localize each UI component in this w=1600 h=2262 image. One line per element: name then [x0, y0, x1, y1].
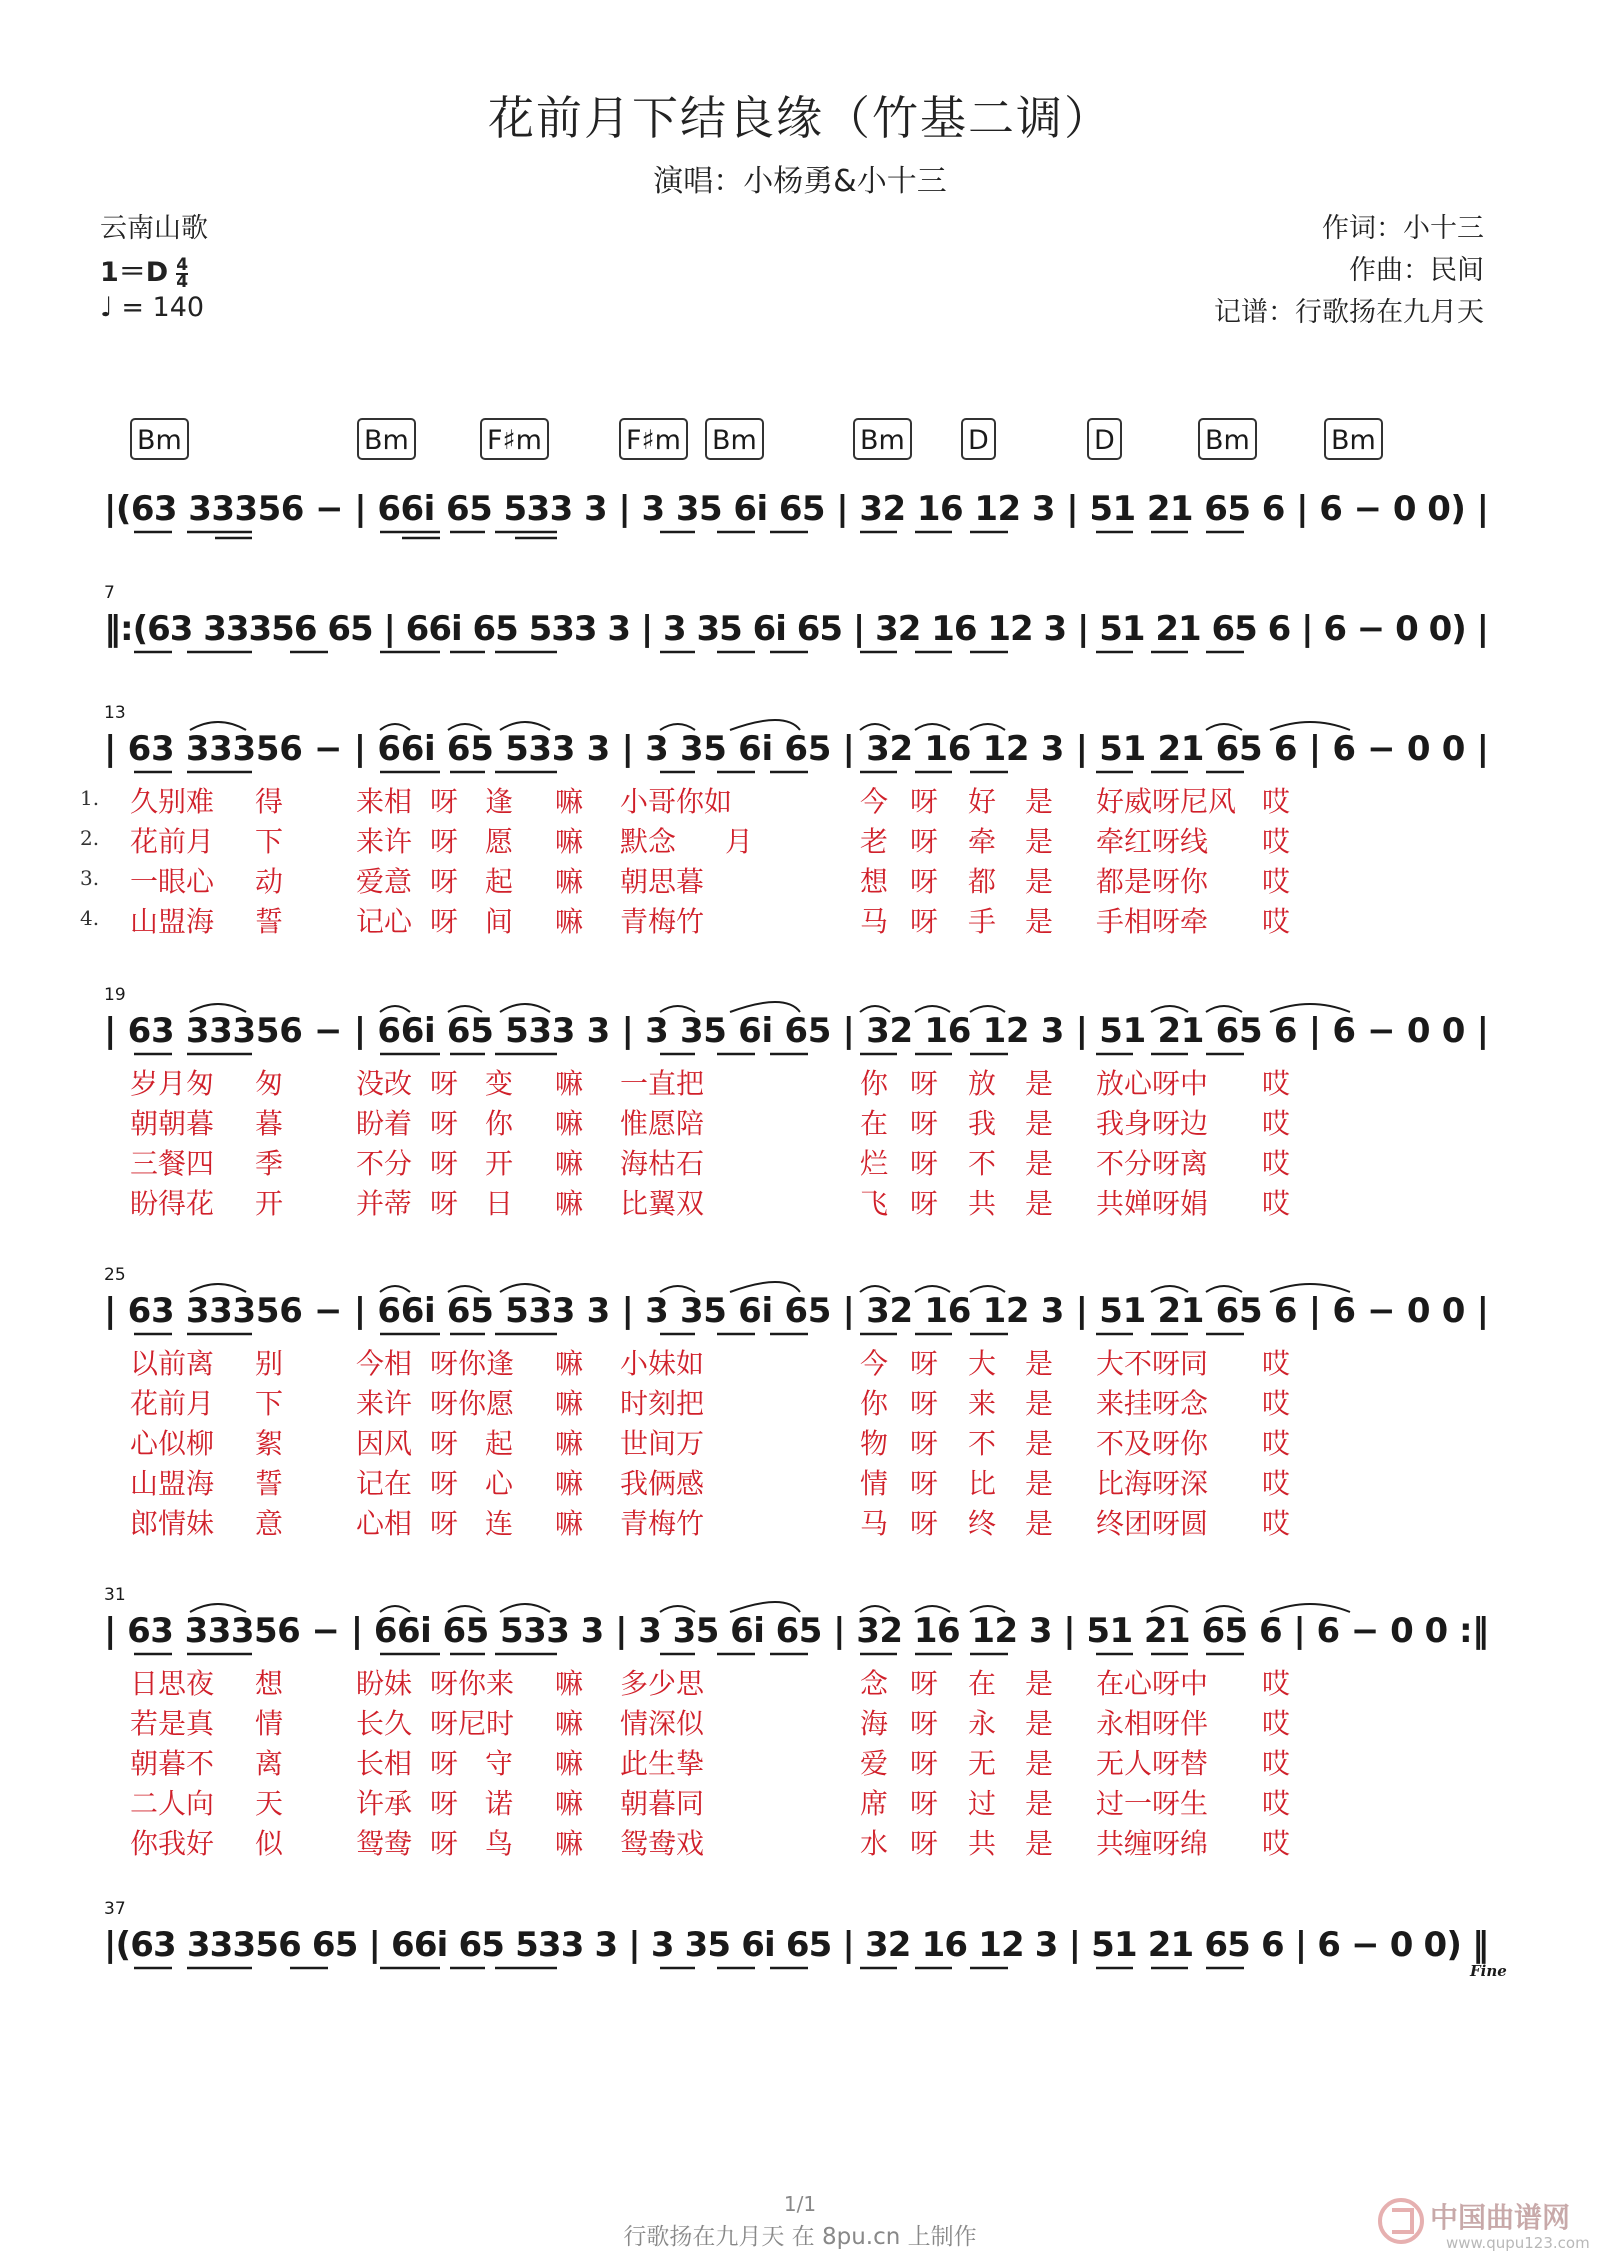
- lyric-syllable: 比: [968, 1467, 997, 1500]
- lyric-syllable: 你: [860, 1387, 889, 1420]
- lyric-syllable: 嘛: [555, 1427, 584, 1460]
- lyric-syllable: 月: [725, 825, 754, 858]
- lyric-syllable: 小哥你如: [620, 785, 733, 818]
- lyric-syllable: 嘛: [555, 1187, 584, 1220]
- lyric-syllable: 盼妹: [356, 1667, 413, 1700]
- lyric-syllable: 呀: [910, 1707, 939, 1740]
- lyric-syllable: 时刻把: [620, 1387, 705, 1420]
- notation-system-1: [0, 460, 1600, 560]
- jianpu-notes: | 63 33356 − | 66i 65 533 3 | 3 35 6i 65 | 32 16 12 3 | 51 21 65 6 | 6 − 0 0 |: [104, 1011, 1489, 1051]
- lyric-syllable: 记在: [356, 1467, 413, 1500]
- notation-system-5: [0, 1262, 1600, 1362]
- lyric-syllable: 盼着: [356, 1107, 413, 1140]
- verse-number: 2.: [80, 826, 100, 850]
- chord-symbol: D: [961, 418, 996, 460]
- lyric-syllable: 逢: [485, 785, 514, 818]
- lyric-syllable: 花前月: [130, 1387, 215, 1420]
- lyric-syllable: 鸳鸯戏: [620, 1827, 705, 1860]
- lyric-syllable: 呀: [430, 1427, 459, 1460]
- lyric-syllable: 长相: [356, 1747, 413, 1780]
- lyric-syllable: 暮: [255, 1107, 284, 1140]
- lyric-syllable: 呀: [430, 1107, 459, 1140]
- lyric-syllable: 呀: [910, 825, 939, 858]
- chord-symbol: Bm: [853, 418, 912, 460]
- lyric-syllable: 呀: [430, 1787, 459, 1820]
- genre-label: 云南山歌: [100, 213, 208, 244]
- lyric-syllable: 呀你来: [430, 1667, 515, 1700]
- verse-number: 4.: [80, 906, 100, 930]
- lyric-syllable: 心似柳: [130, 1427, 215, 1460]
- lyric-syllable: 比翼双: [620, 1187, 705, 1220]
- lyric-syllable: 嘛: [555, 1667, 584, 1700]
- lyric-syllable: 嘛: [555, 905, 584, 938]
- lyric-syllable: 哎: [1262, 1707, 1291, 1740]
- lyric-syllable: 海枯石: [620, 1147, 705, 1180]
- lyric-syllable: 青梅竹: [620, 1507, 705, 1540]
- lyric-syllable: 哎: [1262, 1467, 1291, 1500]
- lyric-syllable: 絮: [255, 1427, 284, 1460]
- lyric-syllable: 呀: [430, 785, 459, 818]
- key-label: 1＝D: [100, 257, 169, 288]
- lyric-syllable: 开: [485, 1147, 514, 1180]
- lyric-syllable: 呀: [430, 1747, 459, 1780]
- chord-symbol: Bm: [357, 418, 416, 460]
- lyric-syllable: 哎: [1262, 1827, 1291, 1860]
- lyric-syllable: 是: [1025, 1787, 1054, 1820]
- lyric-syllable: 不分: [356, 1147, 413, 1180]
- lyric-syllable: 小妹如: [620, 1347, 705, 1380]
- lyric-syllable: 哎: [1262, 1747, 1291, 1780]
- lyricist-credit: 作词：小十三: [1322, 213, 1484, 244]
- lyric-syllable: 不及呀你: [1096, 1427, 1209, 1460]
- lyric-syllable: 诺: [485, 1787, 514, 1820]
- lyric-syllable: 呀: [910, 1067, 939, 1100]
- lyric-syllable: 呀: [910, 1347, 939, 1380]
- lyric-syllable: 季: [255, 1147, 284, 1180]
- lyric-syllable: 我身呀边: [1096, 1107, 1209, 1140]
- lyric-syllable: 在: [968, 1667, 997, 1700]
- measure-number: 7: [104, 583, 115, 603]
- lyric-syllable: 终: [968, 1507, 997, 1540]
- transcriber-credit: 记谱：行歌扬在九月天: [1214, 297, 1484, 328]
- lyric-syllable: 呀: [910, 1827, 939, 1860]
- lyric-syllable: 嘛: [555, 1747, 584, 1780]
- lyric-syllable: 都是呀你: [1096, 865, 1209, 898]
- lyric-syllable: 情深似: [620, 1707, 705, 1740]
- lyric-syllable: 共: [968, 1187, 997, 1220]
- lyric-syllable: 朝思暮: [620, 865, 705, 898]
- lyric-syllable: 放心呀中: [1096, 1067, 1209, 1100]
- lyric-syllable: 来: [968, 1387, 997, 1420]
- lyric-syllable: 嘛: [555, 825, 584, 858]
- lyric-syllable: 是: [1025, 1187, 1054, 1220]
- lyric-syllable: 守: [485, 1747, 514, 1780]
- lyric-syllable: 许承: [356, 1787, 413, 1820]
- lyric-syllable: 哎: [1262, 1387, 1291, 1420]
- lyric-syllable: 爱意: [356, 865, 413, 898]
- lyric-syllable: 朝暮同: [620, 1787, 705, 1820]
- lyric-syllable: 好: [968, 785, 997, 818]
- lyric-syllable: 呀: [910, 1107, 939, 1140]
- lyric-syllable: 鸟: [485, 1827, 514, 1860]
- lyric-syllable: 哎: [1262, 1787, 1291, 1820]
- lyric-syllable: 牵红呀线: [1096, 825, 1209, 858]
- lyric-syllable: 呀: [430, 1467, 459, 1500]
- lyric-syllable: 放: [968, 1067, 997, 1100]
- lyric-syllable: 呀: [430, 825, 459, 858]
- lyric-syllable: 手: [968, 905, 997, 938]
- lyric-syllable: 长久: [356, 1707, 413, 1740]
- lyric-syllable: 好威呀尼风: [1096, 785, 1237, 818]
- lyric-syllable: 朝朝暮: [130, 1107, 215, 1140]
- lyric-syllable: 呀: [430, 1507, 459, 1540]
- lyric-syllable: 动: [255, 865, 284, 898]
- lyric-syllable: 是: [1025, 785, 1054, 818]
- lyric-syllable: 过: [968, 1787, 997, 1820]
- lyric-syllable: 默念: [620, 825, 677, 858]
- lyric-syllable: 起: [485, 865, 514, 898]
- composer-credit: 作曲：民间: [1349, 255, 1484, 286]
- lyric-syllable: 岁月匆: [130, 1067, 215, 1100]
- lyric-syllable: 誓: [255, 905, 284, 938]
- lyric-syllable: 是: [1025, 1467, 1054, 1500]
- lyric-syllable: 是: [1025, 905, 1054, 938]
- lyric-syllable: 若是真: [130, 1707, 215, 1740]
- lyric-syllable: 水: [860, 1827, 889, 1860]
- lyric-syllable: 共: [968, 1827, 997, 1860]
- verse-number: 1.: [80, 786, 100, 810]
- lyric-syllable: 三餐四: [130, 1147, 215, 1180]
- lyric-syllable: 手相呀牵: [1096, 905, 1209, 938]
- notation-system-7: [0, 1896, 1600, 1996]
- lyric-syllable: 嘛: [555, 1467, 584, 1500]
- lyric-syllable: 哎: [1262, 1147, 1291, 1180]
- lyric-syllable: 下: [255, 825, 284, 858]
- lyric-syllable: 是: [1025, 1667, 1054, 1700]
- chord-symbol: Bm: [705, 418, 764, 460]
- lyric-syllable: 嘛: [555, 865, 584, 898]
- measure-number: 31: [104, 1585, 126, 1605]
- lyric-syllable: 你我好: [130, 1827, 215, 1860]
- lyric-syllable: 呀: [910, 1787, 939, 1820]
- lyric-syllable: 呀: [910, 1667, 939, 1700]
- lyric-syllable: 马: [860, 1507, 889, 1540]
- lyric-syllable: 天: [255, 1787, 284, 1820]
- lyric-syllable: 呀: [910, 865, 939, 898]
- lyric-syllable: 呀: [430, 1187, 459, 1220]
- lyric-syllable: 嘛: [555, 1147, 584, 1180]
- lyric-syllable: 下: [255, 1387, 284, 1420]
- lyric-syllable: 想: [255, 1667, 284, 1700]
- lyric-syllable: 呀: [430, 905, 459, 938]
- lyric-syllable: 来许: [356, 1387, 413, 1420]
- lyric-syllable: 哎: [1262, 825, 1291, 858]
- jianpu-notes: | 63 33356 − | 66i 65 533 3 | 3 35 6i 65 | 32 16 12 3 | 51 21 65 6 | 6 − 0 0 |: [104, 1291, 1489, 1331]
- lyric-syllable: 此生挚: [620, 1747, 705, 1780]
- lyric-syllable: 是: [1025, 825, 1054, 858]
- lyric-syllable: 呀你逢: [430, 1347, 515, 1380]
- lyric-syllable: 日: [485, 1187, 514, 1220]
- lyric-syllable: 终团呀圆: [1096, 1507, 1209, 1540]
- lyric-syllable: 永: [968, 1707, 997, 1740]
- song-title: 花前月下结良缘（竹基二调）: [488, 91, 1112, 145]
- lyric-syllable: 是: [1025, 1507, 1054, 1540]
- lyric-syllable: 你: [860, 1067, 889, 1100]
- measure-number: 19: [104, 985, 126, 1005]
- lyric-syllable: 呀: [910, 1747, 939, 1780]
- lyric-syllable: 爱: [860, 1747, 889, 1780]
- jianpu-notes: |(63 33356 65 | 66i 65 533 3 | 3 35 6i 65 | 32 16 12 3 | 51 21 65 6 | 6 − 0 0) ‖: [104, 1925, 1489, 1965]
- lyric-syllable: 鸳鸯: [356, 1827, 413, 1860]
- lyric-syllable: 是: [1025, 1427, 1054, 1460]
- chord-symbol: F♯m: [480, 418, 549, 460]
- lyric-syllable: 物: [860, 1427, 889, 1460]
- lyric-syllable: 得: [255, 785, 284, 818]
- lyric-syllable: 山盟海: [130, 905, 215, 938]
- lyric-syllable: 马: [860, 905, 889, 938]
- lyric-syllable: 变: [485, 1067, 514, 1100]
- lyric-syllable: 都: [968, 865, 997, 898]
- lyric-syllable: 是: [1025, 865, 1054, 898]
- lyric-syllable: 日思夜: [130, 1667, 215, 1700]
- notation-system-6: [0, 1582, 1600, 1682]
- lyric-syllable: 心: [485, 1467, 514, 1500]
- measure-number: 13: [104, 703, 126, 723]
- lyric-syllable: 朝暮不: [130, 1747, 215, 1780]
- lyric-syllable: 惟愿陪: [620, 1107, 705, 1140]
- lyric-syllable: 呀: [430, 1067, 459, 1100]
- jianpu-notes: | 63 33356 − | 66i 65 533 3 | 3 35 6i 65 | 32 16 12 3 | 51 21 65 6 | 6 − 0 0 :‖: [104, 1611, 1489, 1651]
- key-signature: [100, 250, 188, 290]
- lyric-syllable: 嘛: [555, 1507, 584, 1540]
- lyric-syllable: 无: [968, 1747, 997, 1780]
- lyric-syllable: 来挂呀念: [1096, 1387, 1209, 1420]
- lyric-syllable: 嘛: [555, 785, 584, 818]
- lyric-syllable: 记心: [356, 905, 413, 938]
- notation-system-3: [0, 700, 1600, 800]
- lyric-syllable: 盼得花: [130, 1187, 215, 1220]
- lyric-syllable: 是: [1025, 1707, 1054, 1740]
- lyric-syllable: 哎: [1262, 1067, 1291, 1100]
- lyric-syllable: 呀: [910, 1187, 939, 1220]
- underlines: [134, 532, 1244, 538]
- measure-number: 25: [104, 1265, 126, 1285]
- lyric-syllable: 青梅竹: [620, 905, 705, 938]
- lyric-syllable: 呀: [910, 1147, 939, 1180]
- jianpu-notes: |(63 33356 − | 66i 65 533 3 | 3 35 6i 65 | 32 16 12 3 | 51 21 65 6 | 6 − 0 0) |: [104, 489, 1489, 529]
- jianpu-notes: ‖:(63 33356 65 | 66i 65 533 3 | 3 35 6i 65 | 32 16 12 3 | 51 21 65 6 | 6 − 0 0) |: [104, 609, 1489, 649]
- page-number: 1/1: [783, 2192, 817, 2216]
- lyric-syllable: 老: [860, 825, 889, 858]
- lyric-syllable: 心相: [356, 1507, 413, 1540]
- lyric-syllable: 哎: [1262, 785, 1291, 818]
- lyric-syllable: 哎: [1262, 1347, 1291, 1380]
- lyric-syllable: 不分呀离: [1096, 1147, 1209, 1180]
- lyric-syllable: 呀你愿: [430, 1387, 515, 1420]
- lyric-syllable: 一眼心: [130, 865, 215, 898]
- lyric-syllable: 今: [860, 1347, 889, 1380]
- lyric-syllable: 哎: [1262, 1107, 1291, 1140]
- lyric-syllable: 二人向: [130, 1787, 215, 1820]
- lyric-syllable: 没改: [356, 1067, 413, 1100]
- measure-number: 37: [104, 1899, 126, 1919]
- chord-symbol: Bm: [1198, 418, 1257, 460]
- lyric-syllable: 在: [860, 1107, 889, 1140]
- chord-symbol: F♯m: [619, 418, 688, 460]
- lyric-syllable: 似: [255, 1827, 284, 1860]
- lyric-syllable: 共婵呀娟: [1096, 1187, 1209, 1220]
- lyric-syllable: 过一呀生: [1096, 1787, 1209, 1820]
- lyric-syllable: 山盟海: [130, 1467, 215, 1500]
- singer-credit: 演唱：小杨勇&小十三: [653, 164, 947, 199]
- lyric-syllable: 以前离: [130, 1347, 215, 1380]
- lyric-syllable: 今: [860, 785, 889, 818]
- lyric-syllable: 大不呀同: [1096, 1347, 1209, 1380]
- lyric-syllable: 嘛: [555, 1827, 584, 1860]
- notation-system-2: [0, 580, 1600, 680]
- lyric-syllable: 是: [1025, 1747, 1054, 1780]
- lyric-syllable: 嘛: [555, 1387, 584, 1420]
- lyric-syllable: 嘛: [555, 1707, 584, 1740]
- lyric-syllable: 来相: [356, 785, 413, 818]
- lyric-syllable: 不: [968, 1427, 997, 1460]
- lyric-syllable: 永相呀伴: [1096, 1707, 1209, 1740]
- lyric-syllable: 嘛: [555, 1107, 584, 1140]
- lyric-syllable: 是: [1025, 1107, 1054, 1140]
- notation-system-4: [0, 982, 1600, 1082]
- lyric-syllable: 呀: [910, 905, 939, 938]
- lyric-syllable: 无人呀替: [1096, 1747, 1209, 1780]
- lyric-syllable: 匆: [255, 1067, 284, 1100]
- lyric-syllable: 哎: [1262, 1667, 1291, 1700]
- verse-number: 3.: [80, 866, 100, 890]
- tempo-marking: ♩ = 140: [100, 292, 205, 323]
- lyric-syllable: 嘛: [555, 1067, 584, 1100]
- lyric-syllable: 我: [968, 1107, 997, 1140]
- lyric-syllable: 呀: [910, 1507, 939, 1540]
- time-signature: $\frac{4}{4}$: [176, 254, 189, 292]
- lyric-syllable: 间: [485, 905, 514, 938]
- lyric-syllable: 牵: [968, 825, 997, 858]
- lyric-syllable: 意: [255, 1507, 284, 1540]
- lyric-syllable: 共缠呀绵: [1096, 1827, 1209, 1860]
- lyric-syllable: 连: [485, 1507, 514, 1540]
- site-logo-text: 中国曲谱网: [1430, 2201, 1571, 2234]
- lyric-syllable: 并蒂: [356, 1187, 413, 1220]
- lyric-syllable: 哎: [1262, 1427, 1291, 1460]
- lyric-syllable: 席: [860, 1787, 889, 1820]
- lyric-syllable: 世间万: [620, 1427, 705, 1460]
- lyric-syllable: 比海呀深: [1096, 1467, 1209, 1500]
- site-logo-url: www.qupu123.com: [1446, 2234, 1590, 2252]
- lyric-syllable: 呀尼时: [430, 1707, 515, 1740]
- site-logo-icon: [1378, 2196, 1424, 2246]
- lyric-syllable: 呀: [430, 1147, 459, 1180]
- lyric-syllable: 呀: [910, 1467, 939, 1500]
- chord-symbol: D: [1087, 418, 1122, 460]
- lyric-syllable: 呀: [910, 1427, 939, 1460]
- lyric-syllable: 你: [485, 1107, 514, 1140]
- lyric-syllable: 离: [255, 1747, 284, 1780]
- lyric-syllable: 念: [860, 1667, 889, 1700]
- lyric-syllable: 想: [860, 865, 889, 898]
- lyric-syllable: 烂: [860, 1147, 889, 1180]
- lyric-syllable: 我俩感: [620, 1467, 705, 1500]
- lyric-syllable: 是: [1025, 1827, 1054, 1860]
- lyric-syllable: 来许: [356, 825, 413, 858]
- lyric-syllable: 呀: [430, 1827, 459, 1860]
- lyric-syllable: 嘛: [555, 1347, 584, 1380]
- lyric-syllable: 呀: [430, 865, 459, 898]
- lyric-syllable: 郎情妹: [130, 1507, 215, 1540]
- lyric-syllable: 一直把: [620, 1067, 705, 1100]
- jianpu-notes: | 63 33356 − | 66i 65 533 3 | 3 35 6i 65 | 32 16 12 3 | 51 21 65 6 | 6 − 0 0 |: [104, 729, 1489, 769]
- lyric-syllable: 哎: [1262, 1187, 1291, 1220]
- chord-symbol: Bm: [130, 418, 189, 460]
- lyric-syllable: 今相: [356, 1347, 413, 1380]
- lyric-syllable: 大: [968, 1347, 997, 1380]
- lyric-syllable: 起: [485, 1427, 514, 1460]
- made-by-credit: 行歌扬在九月天 在 8pu.cn 上制作: [623, 2224, 977, 2250]
- lyric-syllable: 海: [860, 1707, 889, 1740]
- lyric-syllable: 呀: [910, 1387, 939, 1420]
- lyric-syllable: 是: [1025, 1147, 1054, 1180]
- lyric-syllable: 不: [968, 1147, 997, 1180]
- lyric-syllable: 多少思: [620, 1667, 705, 1700]
- lyric-syllable: 嘛: [555, 1787, 584, 1820]
- lyric-syllable: 因风: [356, 1427, 413, 1460]
- lyric-syllable: 哎: [1262, 865, 1291, 898]
- lyric-syllable: 飞: [860, 1187, 889, 1220]
- lyric-syllable: 别: [255, 1347, 284, 1380]
- lyric-syllable: 是: [1025, 1387, 1054, 1420]
- lyric-syllable: 是: [1025, 1347, 1054, 1380]
- chord-symbol: Bm: [1324, 418, 1383, 460]
- lyric-syllable: 在心呀中: [1096, 1667, 1209, 1700]
- lyric-syllable: 久别难: [130, 785, 215, 818]
- lyric-syllable: 情: [255, 1707, 284, 1740]
- fine-marking: Fine: [1470, 1962, 1507, 1980]
- lyric-syllable: 开: [255, 1187, 284, 1220]
- lyric-syllable: 愿: [485, 825, 514, 858]
- lyric-syllable: 呀: [910, 785, 939, 818]
- lyric-syllable: 是: [1025, 1067, 1054, 1100]
- lyric-syllable: 哎: [1262, 905, 1291, 938]
- lyric-syllable: 花前月: [130, 825, 215, 858]
- lyric-syllable: 情: [860, 1467, 889, 1500]
- lyric-syllable: 誓: [255, 1467, 284, 1500]
- lyric-syllable: 哎: [1262, 1507, 1291, 1540]
